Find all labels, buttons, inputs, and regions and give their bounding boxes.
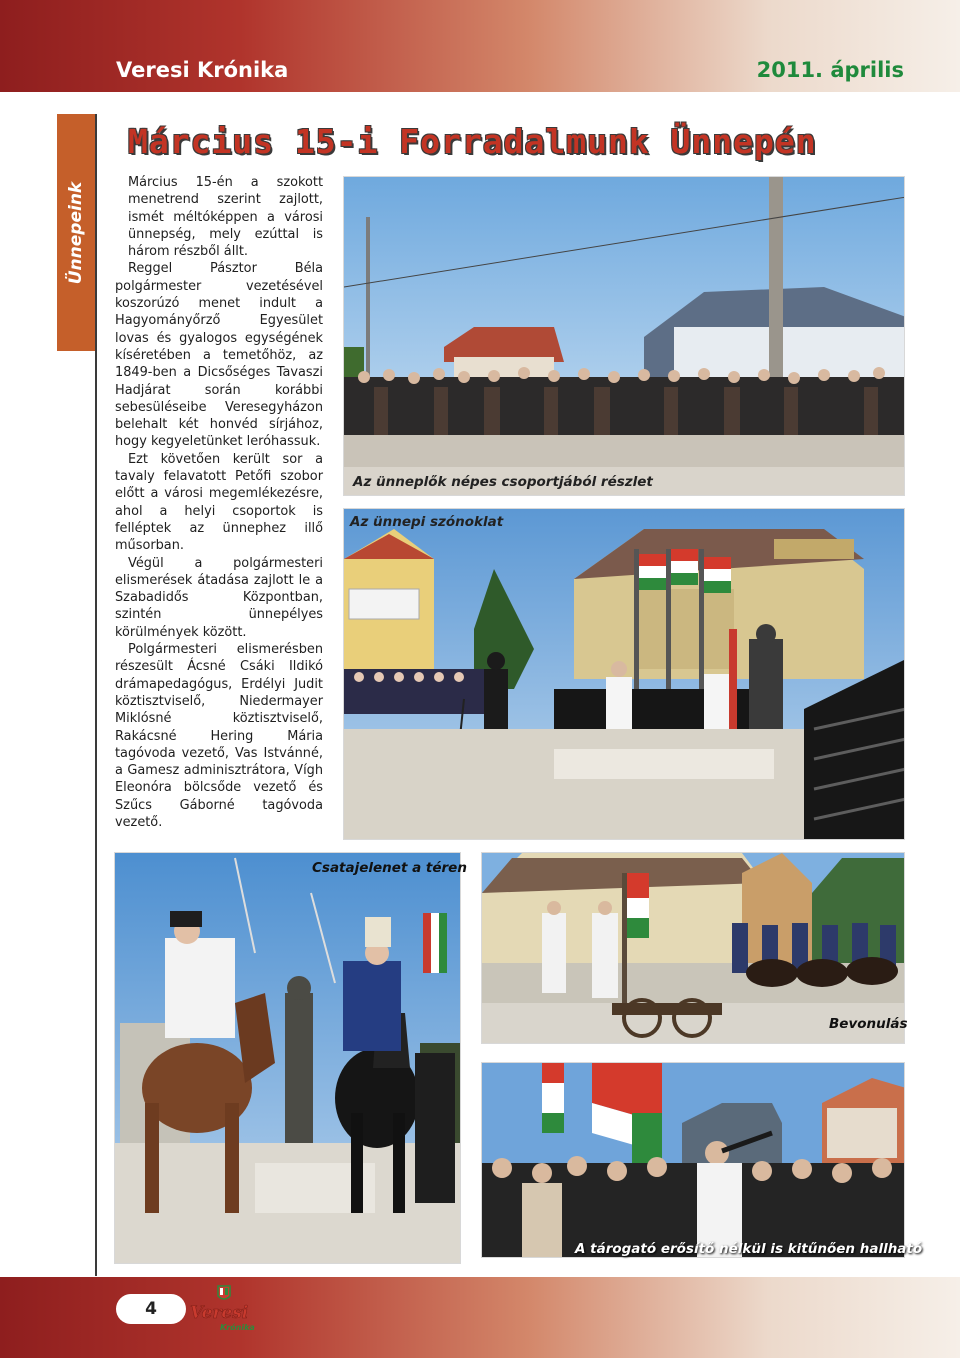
- paragraph: Polgármesteri elismerésben részesült Ácsné Csáki Ildikó drámapedagógus, Erdélyi Judit köztisztviselő, Niedermayer Miklósné köztisztviselő, Rakácsné Hering Mária tagóvoda vezető, Vas Istvánné, a Gamesz adminisztrátora, Vígh Eleonóra bölcsőde vezető és Szűcs Gáborné tagóvoda vezető.: [115, 642, 323, 830]
- page-header: [0, 0, 960, 92]
- caption-speech: Az ünnepi szónoklat: [350, 514, 504, 530]
- logo-wordmark: Veresi: [190, 1303, 249, 1323]
- vertical-rule: [95, 114, 97, 1276]
- article-title: Március 15-i Forradalmunk Ünnepén: [128, 122, 817, 161]
- section-tab: [57, 114, 95, 351]
- page-number: 4: [116, 1294, 186, 1324]
- paragraph: Végül a polgármesteri elismerések átadása zajlott le a Szabadidős Központban, szintén ünnepélyes körülmények között.: [115, 555, 323, 640]
- caption-horn: A tárogató erősítő nélkül is kitűnően hallható: [575, 1241, 923, 1257]
- section-label: Ünnepeink: [66, 181, 86, 284]
- paragraph: Reggel Pásztor Béla polgármester vezetésével koszorúzó menet indult a Hagyományőrző Egyesület lovas és gyalogos egységének kíséretében a temetőhöz, az 1849-ben a Dicsőséges Tavaszi Hadjárat során korábbi sebesüléseibe Veresegyházon belehalt két honvéd sírjához, hogy kegyeletünket leróhassuk.: [115, 261, 323, 450]
- caption-crowd: Az ünneplők népes csoportjából részlet: [353, 474, 653, 490]
- publication-logo: [186, 1282, 262, 1336]
- paragraph: Március 15-én a szokott menetrend szerint zajlott, ismét méltóképpen a városi ünnepség, mely ezúttal is három részből állt.: [128, 175, 323, 260]
- issue-date: 2011. április: [756, 58, 904, 82]
- caption-entry: Bevonulás: [829, 1016, 908, 1032]
- photo-battle: [114, 852, 461, 1264]
- logo-subtext: Krónika: [220, 1323, 255, 1332]
- publication-title: Veresi Krónika: [116, 58, 289, 82]
- paragraph: Ezt követően került sor a tavaly felavatott Petőfi szobor előtt a városi megemlékezésre, ahol a helyi csoportok is felléptek az ünnephez illő műsorban.: [115, 451, 323, 554]
- photo-crowd: [343, 176, 905, 496]
- caption-battle: Csatajelenet a téren: [312, 860, 467, 876]
- photo-horn: [481, 1062, 905, 1258]
- photo-speech: [343, 508, 905, 840]
- article-body: [115, 174, 323, 831]
